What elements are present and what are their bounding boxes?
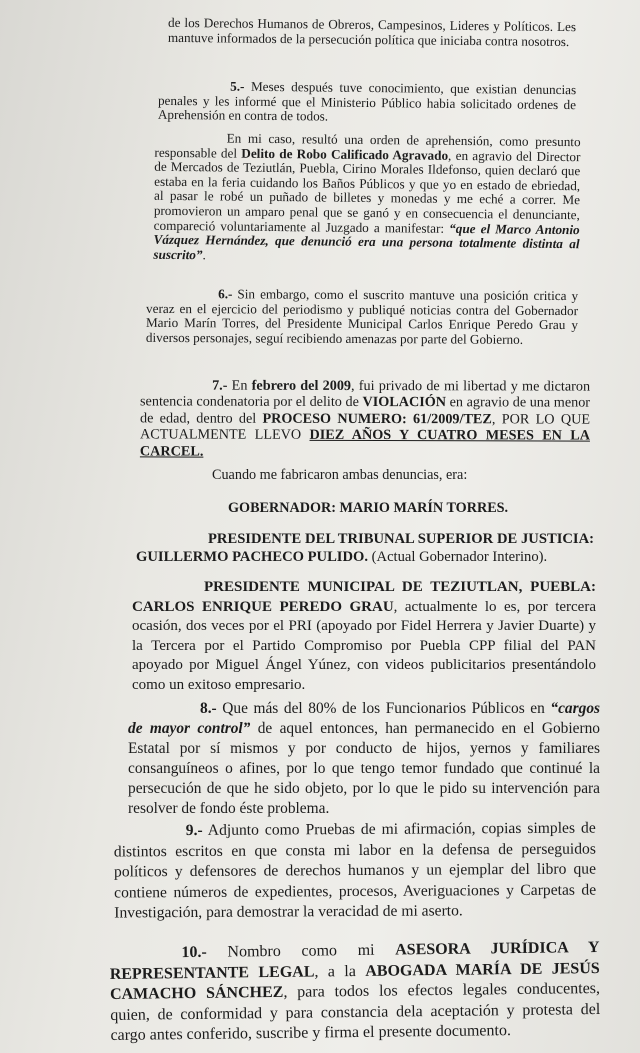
paragraph-7-date: febrero del 2009 [251, 377, 352, 394]
paragraph-7-text-b: , fui privado de mi libertad y me dictaron sentencia condenatoria por el delito de [140, 377, 591, 411]
paragraph-7-text-a: En [227, 377, 252, 394]
paragraph-10-role: ASESORA JURÍDICA Y REPRESENTANTE LEGAL [109, 939, 600, 983]
paragraph-tribunal [136, 531, 594, 566]
cuando-text: Cuando me fabricaron ambas denuncias, era: [212, 467, 468, 483]
paragraph-8-number: 8.- [200, 700, 217, 717]
paragraph-7-crime: VIOLACIÓN [362, 394, 447, 411]
tribunal-title: PRESIDENTE DEL TRIBUNAL SUPERIOR DE JUSTICIA: GUILLERMO PACHECO PULIDO. [136, 531, 594, 565]
paragraph-10-text-a: Nombro como mi [206, 941, 396, 961]
paragraph-6-number: 6.- [218, 286, 233, 302]
caso-quote: “que el Marco Antonio Vázquez Hernández, que denunció era una persona totalmente distinta al suscrito” [153, 220, 580, 263]
paragraph-10-text-b: , a la [314, 962, 366, 980]
paragraph-10-text-c: , para todos los efectos legales conducentes, quien, de conformidad y para constancia dela aceptación y protesta del cargo antes conferido, suscribe y firma el presente documento. [110, 980, 601, 1044]
caso-end: . [202, 247, 206, 263]
paragraph-10-number: 10.- [181, 943, 207, 962]
paragraph-5 [158, 79, 576, 127]
paragraph-9-number: 9.- [185, 821, 203, 840]
paragraph-10-name: ABOGADA MARÍA DE JESÚS CAMACHO SÁNCHEZ [109, 959, 600, 1003]
paragraph-intro [168, 16, 576, 49]
paragraph-presidente [132, 578, 596, 695]
presidente-text: , actualmente lo es, por tercera ocasión, dos veces por el PRI (apoyado por Fidel Herrera y Javier Duarte) y la Tercera por el Partido Compromiso por Puebla CPP filial del PAN apoyado por Miguel Ángel Yúnez, con videos publicitarios presentándolo como un exitoso empresario. [132, 598, 596, 693]
presidente-title: PRESIDENTE MUNICIPAL DE TEZIUTLAN, PUEBLA: CARLOS ENRIQUE PEREDO GRAU [132, 579, 596, 615]
paragraph-7-sentence: DIEZ AÑOS Y CUATRO MESES EN LA CARCEL. [139, 427, 590, 460]
paragraph-8-text-a: Que más del 80% de los Funcionarios Públicos en [216, 700, 551, 717]
paragraph-9-text: Adjunto como Pruebas de mi afirmación, copias simples de distintos escritos en que consta mi labor en la defensa de perseguidos políticos y defensores de derechos humanos y un ejemplar del libro que contiene números de expedientes, procesos, Averiguaciones y Carpetas de Investigación, para demostrar la veracidad de mi aserto. [113, 819, 597, 922]
gobernador-text: GOBERNADOR: MARIO MARÍN TORRES. [228, 500, 509, 516]
paragraph-7-proceso: PROCESO NUMERO: 61/2009/TEZ [262, 410, 492, 428]
paragraph-8-text-b: de aquel entonces, han permanecido en el Gobierno Estatal por sí mismos y por conducto de hijos, yernos y familiares consanguíneos o afines, por lo que tengo temor fundado que continué la persecución de que he sido objeto, por lo que le pido su intervención para resolver de fondo éste problema. [128, 720, 600, 817]
paragraph-9 [114, 819, 597, 924]
tribunal-note: (Actual Gobernador Interino). [368, 548, 548, 565]
paragraph-5-number: 5.- [230, 78, 245, 94]
caso-crime: Delito de Robo Calificado Agravado [241, 145, 449, 163]
intro-text: de los Derechos Humanos de Obreros, Campesinos, Lideres y Políticos. Les mantuve informados de la persecución política que iniciaba contra nosotros. [167, 14, 577, 49]
paragraph-6-text: Sin embargo, como el suscrito mantuve una posición critica y veraz en el ejercicio del periodismo y publiqué noticias contra del Gobernador Mario Marín Torres, del Presidente Municipal Carlos Enrique Peredo Grau y diversos personajes, seguí recibiendo amenazas por parte del Gobierno. [145, 286, 579, 347]
paragraph-7-text-d: , POR LO QUE ACTUALMENTE LLEVO [139, 411, 591, 444]
paragraph-5-text: Meses después tuve conocimiento, que existian denuncias penales y les informé que el Ministerio Público habia solicitado ordenes de Aprehensión en contra de todos. [157, 78, 577, 124]
paragraph-7-text-c: en agravio de una menor de edad, dentro del [139, 394, 591, 427]
paragraph-8 [128, 699, 600, 819]
paragraph-7-number: 7.- [212, 377, 228, 394]
caso-text-a: En mi caso, resultó una orden de aprehensión, como presunto responsable del [154, 130, 581, 161]
paragraph-10 [109, 938, 600, 1046]
paragraph-8-emphasis: “cargos de mayor control” [128, 700, 600, 737]
paragraph-gobernador [228, 500, 588, 516]
caso-text-b: , en agravio del Director de Mercados de Teziutlán, Puebla, Cirino Morales Ildefonso, quien declaró que estaba en la feria cuidando los Baños Públicos y que yo en estado de ebriedad, al pasar le robé un puñado de billetes y monedas y me eché a correr. Me promovieron un amparo penal que se ganó y en consecuencia el denunciante, compareció voluntariamente al Juzgado a manifestar: [153, 147, 581, 236]
paragraph-6 [146, 287, 578, 348]
paragraph-caso [153, 131, 580, 267]
paragraph-cuando [212, 467, 592, 483]
paragraph-7 [140, 377, 590, 460]
